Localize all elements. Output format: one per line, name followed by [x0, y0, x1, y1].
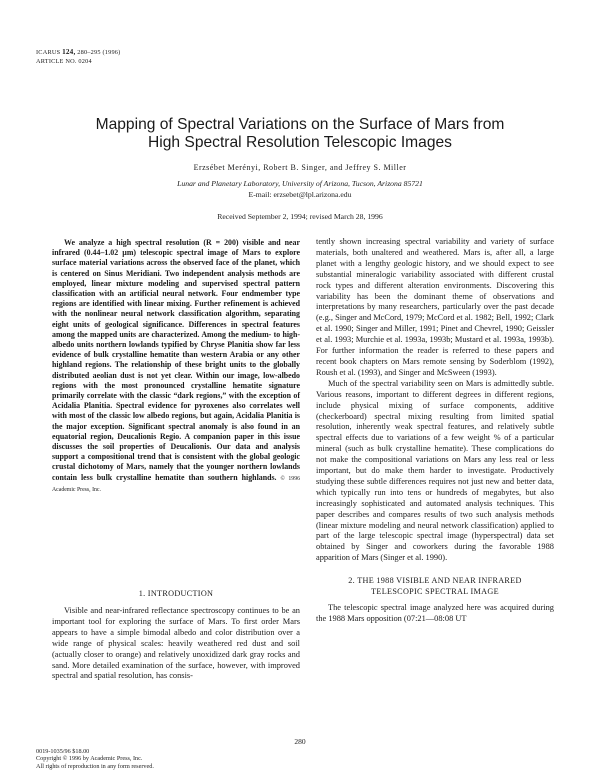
article-number: ARTICLE NO. 0204 [36, 58, 92, 65]
authors: Erzsébet Merényi, Robert B. Singer, and Jeffrey S. Miller [193, 163, 407, 172]
right-paragraph-1: tently shown increasing spectral variability and variety of surface materials, both unaltered and weathered. Mars is, after all, a large planet with a lengthy geologic history, and we should expect to see substantial mineralogic variability associated with different crustal rock types and different alteration environments. Discovering this variability has been the dominant theme of observations and interpretations by many researchers, particularly over the past decade (e.g., Singer and McCord, 1979; McCord et al. 1982; Bell, 1992; Clark et al. 1990; Singer and Miller, 1991; Pinet and Chevrel, 1990; Geissler et al. 1993; Murchie et al. 1993a, 1993b; Mustard et al. 1993a, 1993b). For further information the reader is referred to these papers and recent book chapters on Mars remote sensing by Soderblom (1992), Roush et al. (1993), and Singer and McSween (1993). [316, 237, 554, 377]
copyright-footer [36, 748, 154, 770]
section-2-heading-line-2: TELESCOPIC SPECTRAL IMAGE [371, 586, 499, 596]
footer-line-3: All rights of reproduction in any form reserved. [36, 762, 154, 770]
introduction-body [52, 606, 300, 682]
section-2-heading-line-1: 2. THE 1988 VISIBLE AND NEAR INFRARED [348, 576, 522, 586]
right-column [316, 237, 554, 625]
section-2-heading [316, 576, 554, 597]
footer-line-1: 0019-1035/96 $18.00 [36, 748, 90, 755]
introduction-heading: 1. INTRODUCTION [138, 589, 214, 598]
abstract-paragraph [52, 238, 300, 495]
journal-name: ICARUS [36, 49, 61, 56]
abstract [52, 238, 300, 495]
paper-title [60, 116, 540, 152]
abstract-copyright: © 1996 Academic Press, Inc. [52, 475, 300, 493]
section-2-paragraph: The telescopic spectral image analyzed here was acquired during the 1988 Mars opposition (07:21—08:08 UT [316, 603, 554, 624]
email: E-mail: erzsebet@lpl.arizona.edu [248, 190, 352, 199]
footer-line-2: Copyright © 1996 by Academic Press, Inc. [36, 755, 143, 763]
title-line-1: Mapping of Spectral Variations on the Surface of Mars from [95, 116, 505, 133]
journal-volume: 124, [62, 48, 76, 56]
title-line-2: High Spectral Resolution Telescopic Images [148, 134, 452, 151]
abstract-text: We analyze a high spectral resolution (R = 200) visible and near infrared (0.44–1.02 µm) telescopic spectral image of Mars to explore surface material variations across the observed face of the planet, which is centered on Sinus Meridiani. Two independent analysis methods are employed, linear mixture modeling and supervised spectral pattern classification with an artificial neural network. Four endmember type regions are identified with linear mixing. Further refinement is achieved with the nonlinear neural network classification algorithm, separating eight units of geological significance. Differences in spectral features among the mapped units are characterized. Among the medium- to high-albedo units northern lowlands typified by Chryse Planitia show far less evidence of bulk crystalline hematite than western Arabia or any other highland regions. The relationship of these bright units to the globally distributed aeolian dust is not yet clear. Within our image, low-albedo regions with the most pronounced crystalline hematite signature primarily correlate with the classic “dark regions,” with the exception of Acidalia Planitia. Spectral evidence for pyroxenes also correlates well with most of the classic low albedo regions, but again, Acidalia Planitia is the major exception. Significant spectral anomaly is also found in an equatorial region, Deucalionis Regio. A companion paper in this issue discusses the soil properties of Deucalionis. Our data and analysis support a compositional trend that is consistent with the global geologic crustal dichotomy of Mars, namely that the younger northern lowlands contain less bulk crystalline hematite than southern highlands. [52, 238, 300, 482]
journal-header [36, 48, 120, 66]
received-date: Received September 2, 1994; revised March 28, 1996 [217, 212, 383, 221]
journal-pages-year: 280–295 (1996) [77, 49, 121, 56]
introduction-paragraph: Visible and near-infrared reflectance spectroscopy continues to be an important tool for exploring the surface of Mars. To first order Mars appears to have a simple bimodal albedo and color distribution over a wide range of physical scales: heavily weathered red dust and soil (actually closer to orange) and relatively unoxidized dark gray rocks and sand. More detailed examination of the surface, however, with improved spectral and spatial resolution, has consis- [52, 606, 300, 681]
page-number: 280 [294, 737, 306, 746]
journal-citation [36, 48, 120, 57]
right-paragraph-2: Much of the spectral variability seen on Mars is admittedly subtle. Various reasons, important to different degrees in different regions, include physical mixing of surface components, additive (checkerboard) spectral mixing resulting from limited spatial resolution, inherently weak spectral features, and relatively subtle spectral effects due to variations of a few weight % of a particular mineral (such as bulk crystalline hematite). These complications do not make the compositional variations on Mars any less real or less important, but do make them harder to investigate. Productively studying these subtle differences requires not just new and better data, which typically run into tens or hundreds of megabytes, but also increasingly sophisticated and automated analysis techniques. This paper describes and compares results of two such analysis methods (linear mixture modeling and neural network classification) applied to part of the large telescopic spectral image (hyperspectral) data set obtained by Singer and coworkers during the favorable 1988 apparition of Mars (Singer et al. 1990). [316, 378, 554, 563]
affiliation: Lunar and Planetary Laboratory, University of Arizona, Tucson, Arizona 85721 [177, 179, 423, 188]
